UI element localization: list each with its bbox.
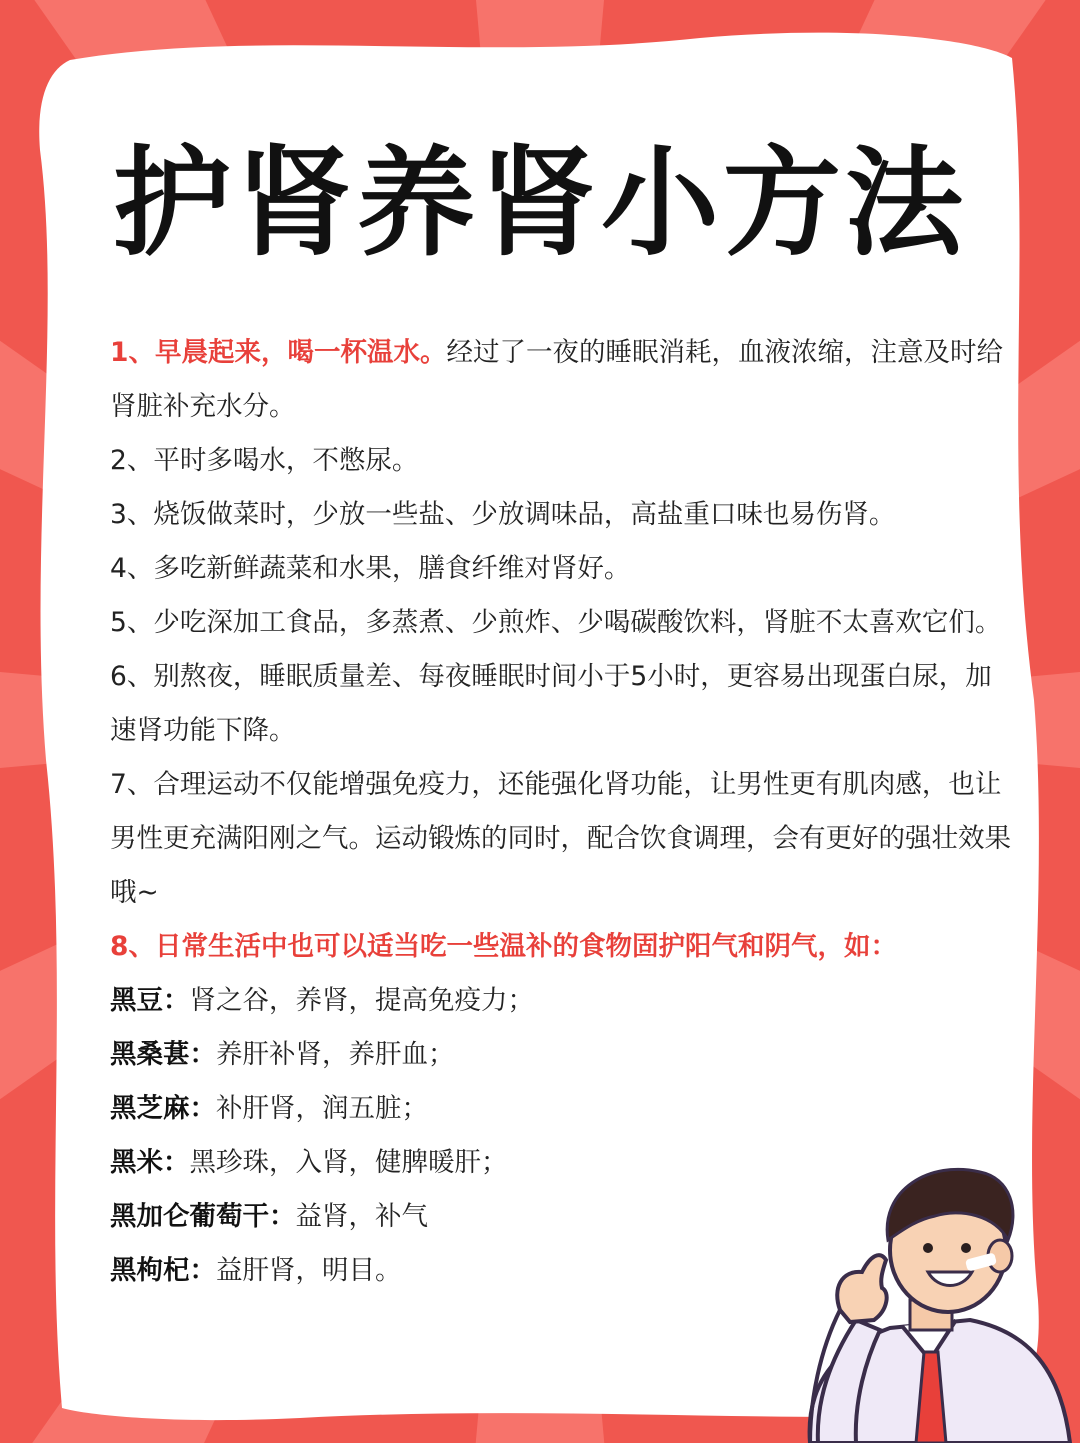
tip-2: 2、平时多喝水，不憋尿。 xyxy=(110,445,419,476)
food-item xyxy=(110,1028,1015,1082)
food-desc: 益肝肾，明目。 xyxy=(216,1255,402,1286)
tip-1 xyxy=(110,326,1015,434)
food-name: 黑豆： xyxy=(110,985,190,1016)
page-title: 护肾养肾小方法 xyxy=(112,134,967,272)
food-name: 黑米： xyxy=(110,1147,190,1178)
food-name: 黑加仑葡萄干： xyxy=(110,1201,296,1232)
tip-3: 3、烧饭做菜时，少放一些盐、少放调味品，高盐重口味也易伤肾。 xyxy=(110,499,896,530)
tip-5: 5、少吃深加工食品，多蒸煮、少煎炸、少喝碳酸饮料，肾脏不太喜欢它们。 xyxy=(110,607,1002,638)
food-desc: 黑珍珠，入肾，健脾暖肝； xyxy=(189,1147,508,1178)
tip-4: 4、多吃新鲜蔬菜和水果，膳食纤维对肾好。 xyxy=(110,553,631,584)
tip-1-highlight: 1、早晨起来，喝一杯温水。 xyxy=(110,337,447,368)
thumbs-up-man-icon xyxy=(770,1160,1080,1443)
food-item xyxy=(110,1082,1015,1136)
food-name: 黑芝麻： xyxy=(110,1093,216,1124)
food-desc: 肾之谷，养肾，提高免疫力； xyxy=(189,985,534,1016)
foods-heading: 8、日常生活中也可以适当吃一些温补的食物固护阳气和阴气，如： xyxy=(110,931,897,962)
food-desc: 益肾，补气 xyxy=(295,1201,428,1232)
tip-7: 7、合理运动不仅能增强免疫力，还能强化肾功能，让男性更有肌肉感，也让男性更充满阳刚之气。运动锻炼的同时，配合饮食调理，会有更好的强壮效果哦~ xyxy=(110,769,1011,908)
tips-content xyxy=(110,326,1015,1298)
food-name: 黑桑葚： xyxy=(110,1039,216,1070)
tip-6: 6、别熬夜，睡眠质量差、每夜睡眠时间小于5小时，更容易出现蛋白尿，加速肾功能下降。 xyxy=(110,661,992,746)
food-desc: 养肝补肾，养肝血； xyxy=(216,1039,455,1070)
food-item xyxy=(110,974,1015,1028)
food-name: 黑枸杞： xyxy=(110,1255,216,1286)
food-desc: 补肝肾，润五脏； xyxy=(216,1093,428,1124)
tip-1-text: 经过了一夜的睡眠消耗，血液浓缩，注意及时给肾脏补充水分。 xyxy=(110,337,1003,422)
